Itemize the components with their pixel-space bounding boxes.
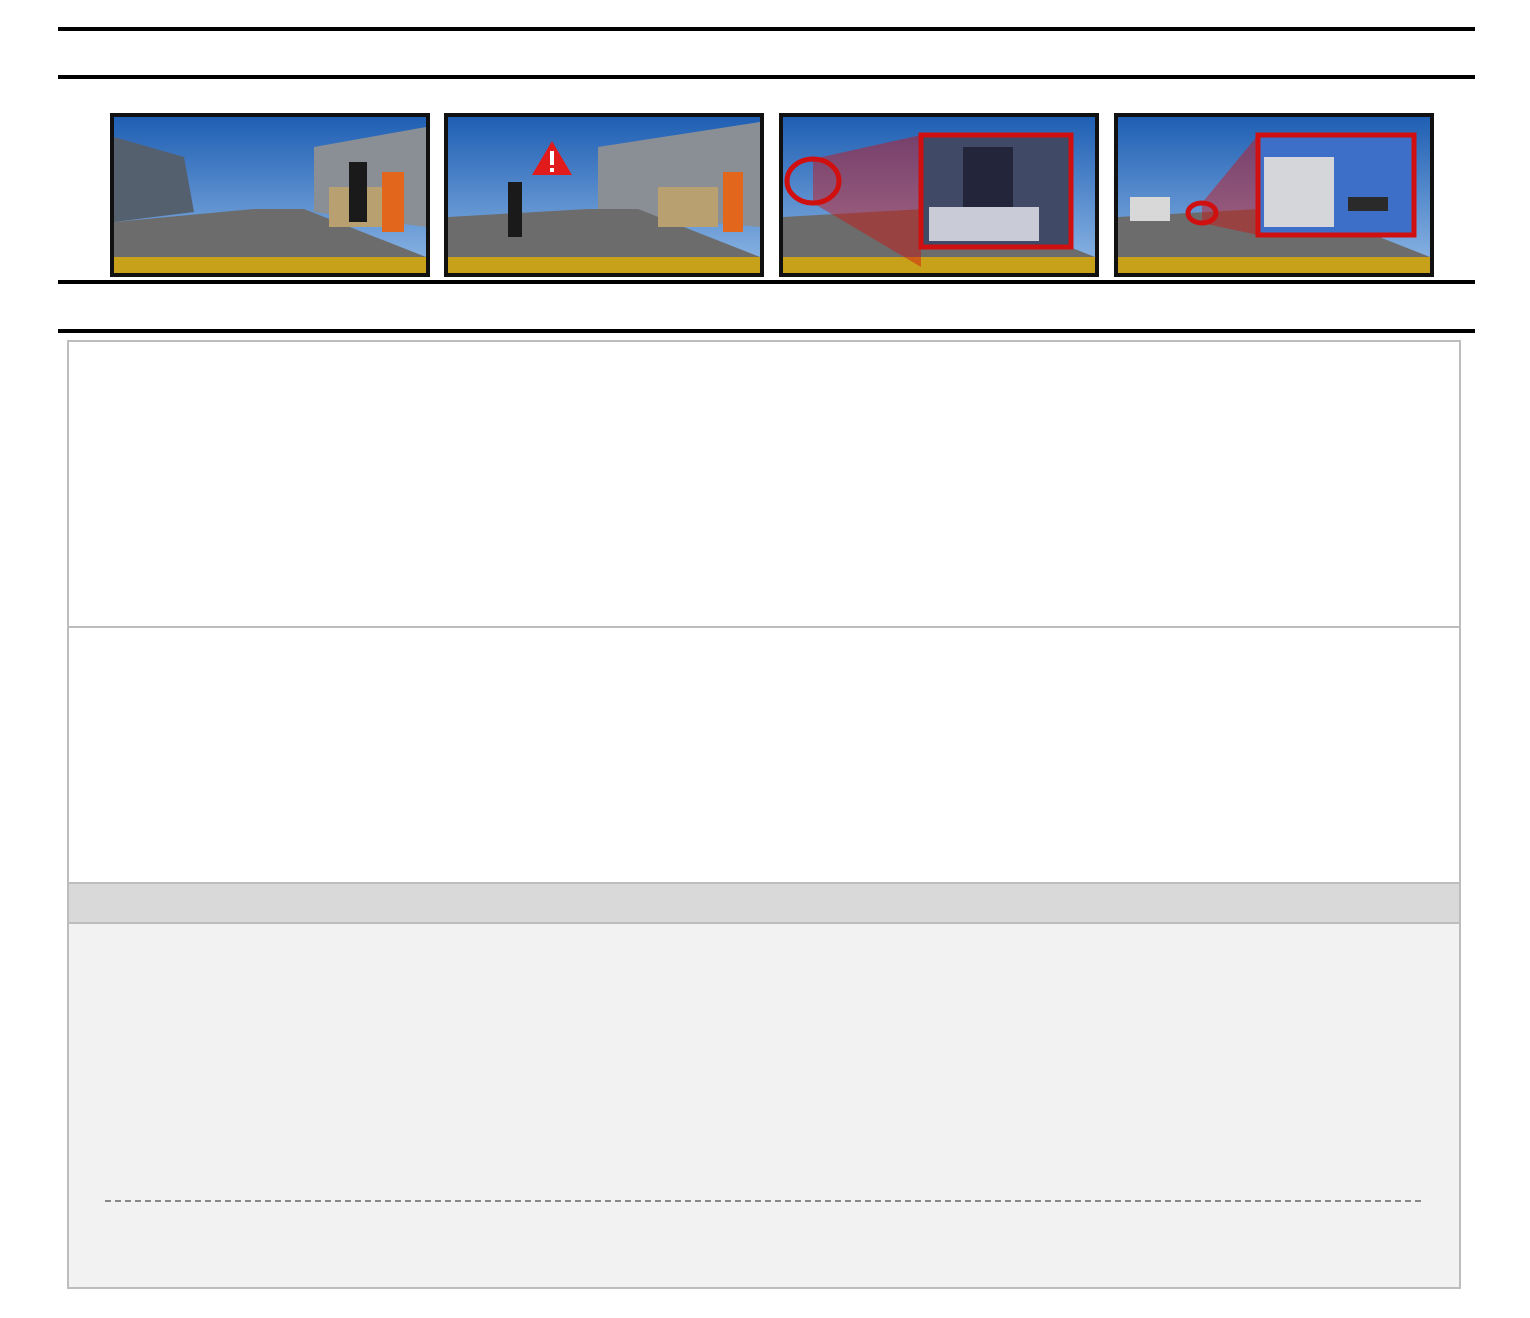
dense-captioning-panel	[67, 882, 1461, 1289]
film-border-inner-top	[58, 75, 1475, 79]
film-border-top	[58, 27, 1475, 31]
dashcam-frame-4	[1114, 113, 1434, 277]
film-border-inner-bottom	[58, 280, 1475, 284]
film-holes-top	[58, 40, 1475, 70]
dashcam-frame-3	[779, 113, 1099, 277]
question-table-bottom	[67, 626, 1461, 884]
legend-divider	[105, 1200, 1421, 1202]
film-holes-bottom	[58, 293, 1475, 323]
film-border-bottom	[58, 329, 1475, 333]
dashcam-frame-1	[110, 113, 430, 277]
dense-captioning-title	[69, 884, 1459, 924]
film-strip	[58, 27, 1475, 335]
question-table-top	[67, 340, 1461, 628]
dashcam-frame-2	[444, 113, 764, 277]
